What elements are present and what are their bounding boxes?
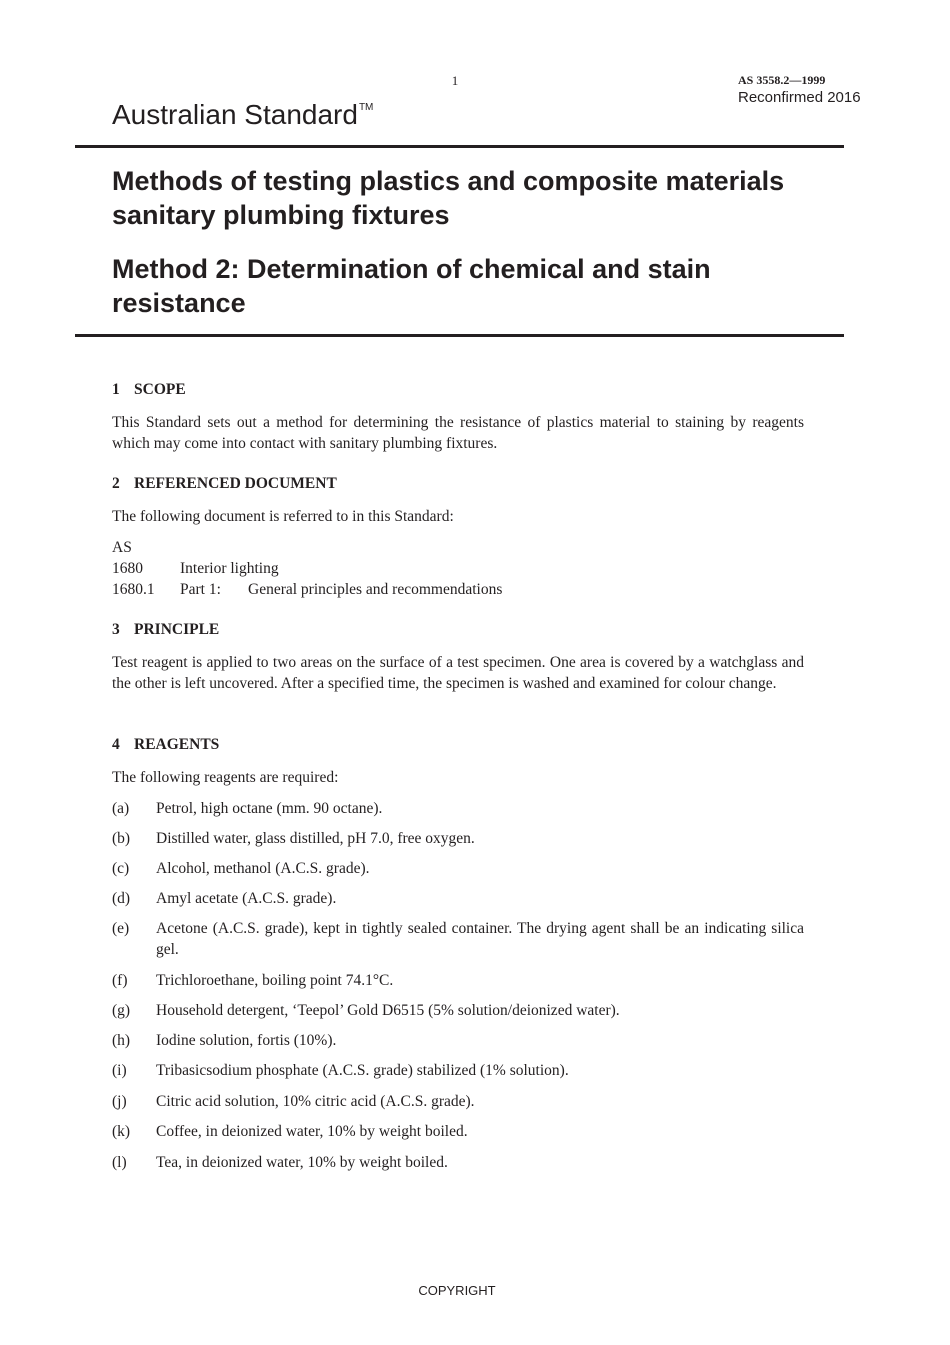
list-item: [112, 1152, 804, 1173]
section-title: REAGENTS: [134, 736, 220, 753]
item-label: (i): [112, 1062, 127, 1079]
reagents-intro: The following reagents are required:: [112, 769, 339, 786]
item-label: (c): [112, 860, 130, 877]
reconfirmed-note: Reconfirmed 2016: [738, 89, 861, 106]
item-text: Alcohol, methanol (A.C.S. grade).: [156, 860, 370, 877]
document-id: AS 3558.2—1999: [738, 73, 826, 87]
section-number: 1: [112, 381, 120, 398]
list-item: [112, 1121, 804, 1142]
list-item: [112, 1000, 804, 1021]
page-number: 1: [451, 73, 459, 88]
item-label: (f): [112, 972, 128, 989]
bottom-divider: [75, 334, 844, 337]
section-heading-principle: [112, 621, 219, 639]
scope-text: This Standard sets out a method for determining the resistance of plastics material to staining by reagents which may come into contact with sanitary plumbing fixtures.: [112, 414, 804, 452]
item-text: Petrol, high octane (mm. 90 octane).: [156, 800, 383, 817]
item-label: (e): [112, 920, 130, 937]
trademark-mark: TM: [358, 102, 374, 113]
reference-part: Part 1:: [180, 581, 221, 598]
reference-title: Interior lighting: [180, 560, 279, 577]
section-heading-reagents: [112, 736, 219, 754]
item-text: Coffee, in deionized water, 10% by weight boiled.: [156, 1123, 468, 1140]
method-title: Method 2: Determination of chemical and stain resistance: [112, 254, 711, 318]
list-item: [112, 888, 804, 909]
item-label: (d): [112, 890, 131, 907]
list-item: [112, 918, 804, 960]
item-text: Citric acid solution, 10% citric acid (A.C.S. grade).: [156, 1093, 475, 1110]
item-text: Acetone (A.C.S. grade), kept in tightly sealed container. The drying agent shall be an indicating silica gel.: [156, 920, 804, 958]
item-text: Tribasicsodium phosphate (A.C.S. grade) stabilized (1% solution).: [156, 1062, 569, 1079]
item-text: Amyl acetate (A.C.S. grade).: [156, 890, 337, 907]
section-title: SCOPE: [134, 381, 186, 398]
principle-text: Test reagent is applied to two areas on the surface of a test specimen. One area is covered by a watchglass and the other is left uncovered. After a specified time, the specimen is washed and examined for colour change.: [112, 654, 804, 692]
item-label: (h): [112, 1032, 131, 1049]
reference-row: [112, 558, 279, 579]
brand-title: [112, 99, 373, 131]
section-number: 4: [112, 736, 120, 753]
section-title: REFERENCED DOCUMENT: [134, 475, 337, 492]
section-number: 3: [112, 621, 120, 638]
reference-title: General principles and recommendations: [248, 581, 503, 598]
document-title: Methods of testing plastics and composite materials sanitary plumbing fixtures: [112, 166, 785, 230]
top-divider: [75, 145, 844, 148]
item-label: (j): [112, 1093, 127, 1110]
section-title: PRINCIPLE: [134, 621, 220, 638]
list-item: [112, 1060, 804, 1081]
item-text: Trichloroethane, boiling point 74.1°C.: [156, 972, 394, 989]
item-label: (l): [112, 1154, 127, 1171]
item-text: Distilled water, glass distilled, pH 7.0, free oxygen.: [156, 830, 475, 847]
item-text: Household detergent, ‘Teepol’ Gold D6515 (5% solution/deionized water).: [156, 1002, 620, 1019]
reference-code: 1680: [112, 560, 143, 577]
section-heading-scope: [112, 381, 186, 399]
section-number: 2: [112, 475, 120, 492]
standard-prefix: AS: [112, 539, 132, 556]
item-text: Tea, in deionized water, 10% by weight boiled.: [156, 1154, 448, 1171]
reference-code: 1680.1: [112, 581, 155, 598]
item-text: Iodine solution, fortis (10%).: [156, 1032, 337, 1049]
item-label: (k): [112, 1123, 131, 1140]
list-item: [112, 798, 804, 819]
section-heading-referenced: [112, 475, 337, 493]
list-item: [112, 828, 804, 849]
item-label: (a): [112, 800, 130, 817]
item-label: (g): [112, 1002, 131, 1019]
list-item: [112, 858, 804, 879]
copyright-footer: COPYRIGHT: [418, 1283, 496, 1298]
brand-name: Australian Standard: [112, 99, 358, 130]
item-label: (b): [112, 830, 131, 847]
list-item: [112, 1091, 804, 1112]
reference-row: [112, 579, 502, 600]
referenced-intro: The following document is referred to in this Standard:: [112, 508, 454, 525]
list-item: [112, 970, 804, 991]
list-item: [112, 1030, 804, 1051]
